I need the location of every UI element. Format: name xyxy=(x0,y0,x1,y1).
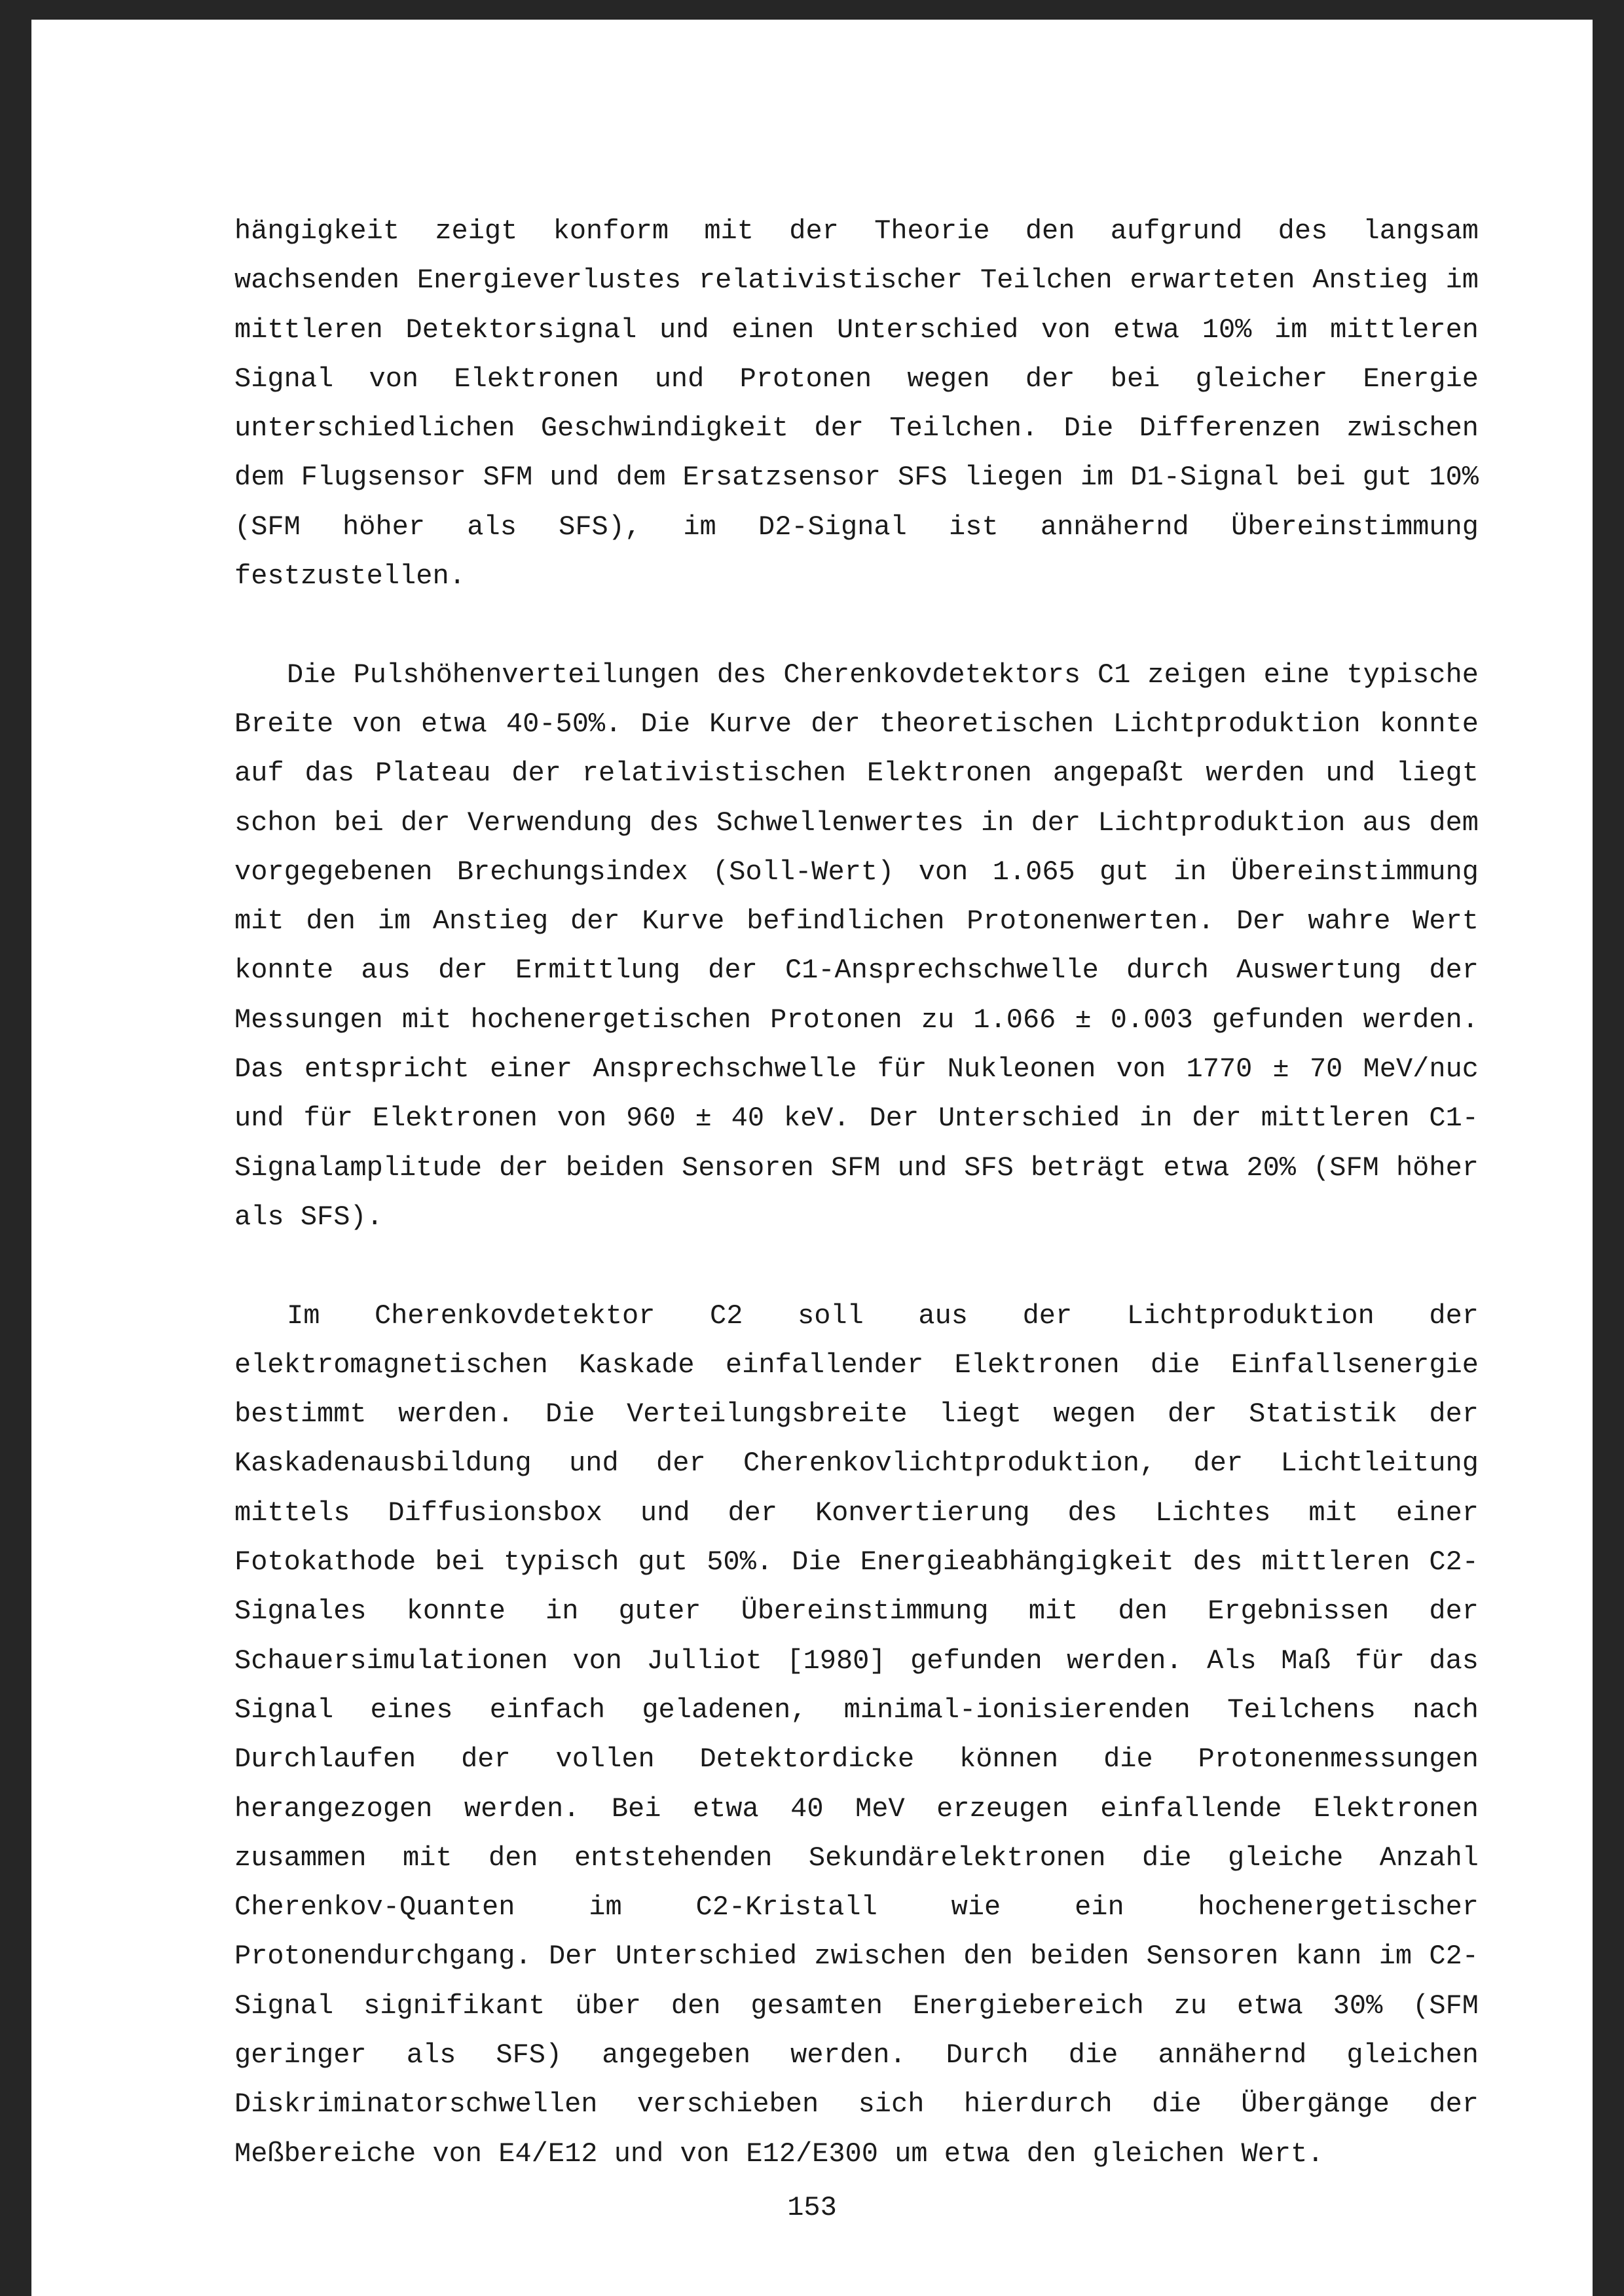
paragraph-3: Im Cherenkovdetektor C2 soll aus der Lichtproduktion der elektromagnetischen Kaskade einfallender Elektronen die Einfallsenergie bestimmt werden. Die Verteilungsbreite liegt wegen der Statistik der Kaskadenausbildung und der Cherenkovlichtproduktion, der Lichtleitung mittels Diffusionsbox und der Konvertierung des Lichtes mit einer Fotokathode bei typisch gut 50%. Die Energieabhängigkeit des mittleren C2-Signales konnte in guter Übereinstimmung mit den Ergebnissen der Schauersimulationen von Julliot [1980] gefunden werden. Als Maß für das Signal eines einfach geladenen, minimal-ionisierenden Teilchens nach Durchlaufen der vollen Detektordicke können die Protonenmessungen herangezogen werden. Bei etwa 40 MeV erzeugen einfallende Elektronen zusammen mit den entstehenden Sekundärelektronen die gleiche Anzahl Cherenkov-Quanten im C2-Kristall wie ein hochenergetischer Protonendurchgang. Der Unterschied zwischen den beiden Sensoren kann im C2-Signal signifikant über den gesamten Energiebereich zu etwa 30% (SFM geringer als SFS) angegeben werden. Durch die annähernd gleichen Diskriminatorschwellen verschieben sich hierdurch die Übergänge der Meßbereiche von E4/E12 und von E12/E300 um etwa den gleichen Wert. xyxy=(234,1300,1479,2170)
paragraph-2: Die Pulshöhenverteilungen des Cherenkovdetektors C1 zeigen eine typische Breite von etwa 40-50%. Die Kurve der theoretischen Lichtproduktion konnte auf das Plateau der relativistischen Elektronen angepaßt werden und liegt schon bei der Verwendung des Schwellenwertes in der Lichtproduktion aus dem vorgegebenen Brechungsindex (Soll-Wert) von 1.065 gut in Übereinstimmung mit den im Anstieg der Kurve befindlichen Protonenwerten. Der wahre Wert konnte aus der Ermittlung der C1-Ansprechschwelle durch Auswertung der Messungen mit hochenergetischen Protonen zu 1.066 ± 0.003 gefunden werden. Das entspricht einer Ansprechschwelle für Nukleonen von 1770 ± 70 MeV/nuc und für Elektronen von 960 ± 40 keV. Der Unterschied in der mittleren C1-Signalamplitude der beiden Sensoren SFM und SFS beträgt etwa 20% (SFM höher als SFS). xyxy=(234,659,1479,1233)
paragraph-1: hängigkeit zeigt konform mit der Theorie den aufgrund des langsam wachsenden Energieverlustes relativistischer Teilchen erwarteten Anstieg im mittleren Detektorsignal und einen Unterschied von etwa 10% im mittleren Signal von Elektronen und Protonen wegen der bei gleicher Energie unterschiedlichen Geschwindigkeit der Teilchen. Die Differenzen zwischen dem Flugsensor SFM und dem Ersatzsensor SFS liegen im D1-Signal bei gut 10% (SFM höher als SFS), im D2-Signal ist annähernd Übereinstimmung festzustellen. xyxy=(234,215,1479,592)
document-page xyxy=(31,20,1593,2296)
page-number: 153 xyxy=(787,2192,837,2223)
body-text xyxy=(234,207,1479,2228)
